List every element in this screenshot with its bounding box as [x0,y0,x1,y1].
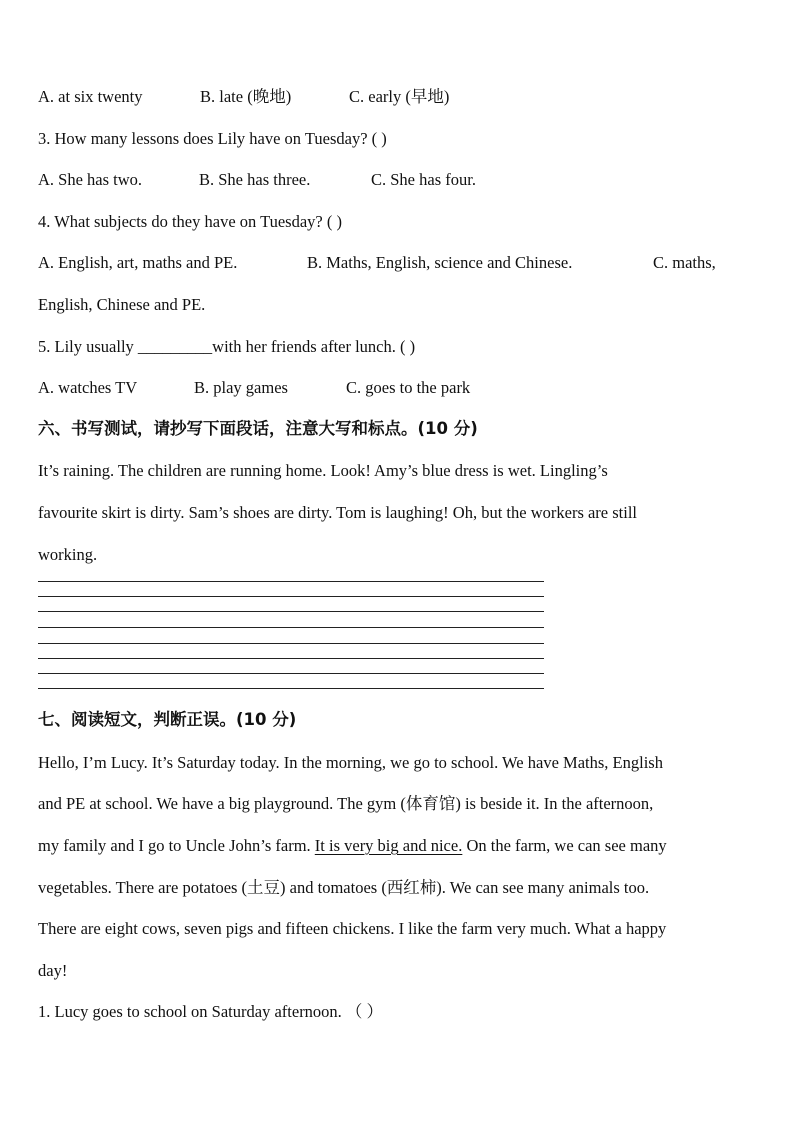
passage-line: It’s raining. The children are running home. Look! Amy’s blue dress is wet. Lingling’s [38,461,608,480]
section-6-heading: 六、书写测试，请抄写下面段话，注意大写和标点。(10 分) [38,419,478,438]
reading-line: vegetables. There are potatoes (土豆) and tomatoes (西红柿). We can see many animals too. [38,878,650,897]
q4-option-b: B. Maths, English, science and Chinese. [307,253,573,272]
reading-text: On the farm, we can see many [462,836,667,855]
reading-line [38,836,667,856]
passage-line: favourite skirt is dirty. Sam’s shoes are dirty. Tom is laughing! Oh, but the workers are still [38,503,638,522]
q2-option-a: A. at six twenty [38,87,143,106]
writing-line [38,627,544,628]
writing-line [38,673,544,674]
writing-line [38,581,544,582]
q4-option-c: C. maths, [653,253,716,272]
underlined-sentence: It is very big and nice. [314,836,463,855]
q5-question: 5. Lily usually _________with her friends after lunch. ( ) [38,337,416,356]
writing-line [38,596,544,597]
writing-line [38,643,544,644]
q3-question: 3. How many lessons does Lily have on Tuesday? ( ) [38,129,387,148]
q4-option-a: A. English, art, maths and PE. [38,253,238,272]
writing-line [38,658,544,659]
q4-option-c-continued: English, Chinese and PE. [38,295,206,314]
reading-line: and PE at school. We have a big playground. The gym (体育馆) is beside it. In the afternoon, [38,794,654,813]
q2-option-c: C. early (早地) [349,87,450,106]
q3-option-b: B. She has three. [199,170,311,189]
reading-line: day! [38,961,68,980]
reading-line: Hello, I’m Lucy. It’s Saturday today. In the morning, we go to school. We have Maths, English [38,753,663,772]
section-7-question-1: 1. Lucy goes to school on Saturday afternoon. （ ） [38,1002,384,1021]
q2-option-b: B. late (晚地) [200,87,292,106]
reading-text: my family and I go to Uncle John’s farm. [38,836,315,855]
section-7-heading: 七、阅读短文，判断正误。(10 分) [38,710,297,729]
q5-option-b: B. play games [194,378,288,397]
passage-line: working. [38,545,98,564]
writing-line [38,611,544,612]
q3-option-a: A. She has two. [38,170,143,189]
q3-option-c: C. She has four. [371,170,476,189]
writing-line [38,688,544,689]
q5-option-c: C. goes to the park [346,378,471,397]
q4-question: 4. What subjects do they have on Tuesday? ( ) [38,212,342,231]
reading-line: There are eight cows, seven pigs and fifteen chickens. I like the farm very much. What a happy [38,919,667,938]
q5-option-a: A. watches TV [38,378,138,397]
